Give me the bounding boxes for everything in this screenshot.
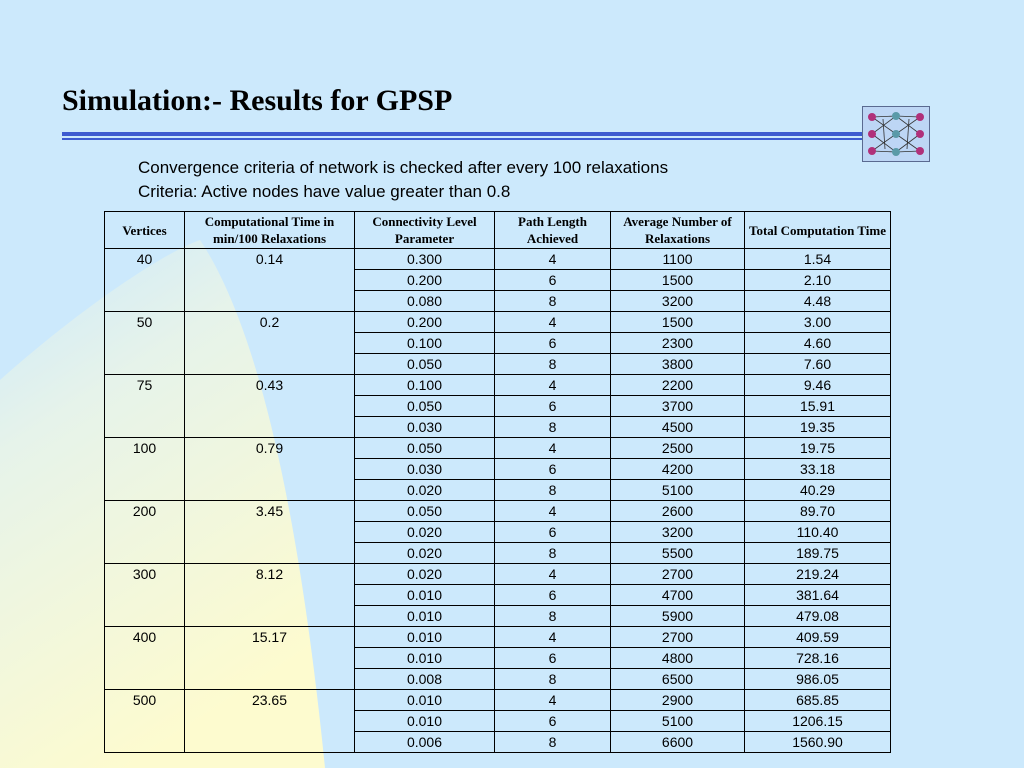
average-relaxations-cell: 1100 — [611, 249, 745, 270]
total-time-cell: 2.10 — [745, 270, 891, 291]
connectivity-cell: 0.030 — [355, 459, 495, 480]
average-relaxations-cell: 2200 — [611, 375, 745, 396]
connectivity-cell: 0.010 — [355, 627, 495, 648]
path-length-cell: 6 — [495, 396, 611, 417]
total-time-cell: 3.00 — [745, 312, 891, 333]
table-row — [105, 375, 891, 396]
average-relaxations-cell: 5100 — [611, 480, 745, 501]
connectivity-cell: 0.100 — [355, 333, 495, 354]
connectivity-cell: 0.030 — [355, 417, 495, 438]
total-time-cell: 9.46 — [745, 375, 891, 396]
table-row — [105, 501, 891, 522]
computational-time-cell: 15.17 — [185, 627, 355, 690]
total-time-cell: 110.40 — [745, 522, 891, 543]
average-relaxations-cell: 2700 — [611, 564, 745, 585]
path-length-cell: 4 — [495, 501, 611, 522]
path-length-cell: 8 — [495, 354, 611, 375]
table-row — [105, 690, 891, 711]
path-length-cell: 4 — [495, 438, 611, 459]
connectivity-cell: 0.050 — [355, 501, 495, 522]
results-table — [104, 211, 891, 753]
total-time-cell: 219.24 — [745, 564, 891, 585]
computational-time-cell: 0.79 — [185, 438, 355, 501]
total-time-cell: 1206.15 — [745, 711, 891, 732]
average-relaxations-cell: 4200 — [611, 459, 745, 480]
header-row — [105, 212, 891, 249]
total-time-cell: 40.29 — [745, 480, 891, 501]
average-relaxations-cell: 5500 — [611, 543, 745, 564]
total-time-cell: 1.54 — [745, 249, 891, 270]
header-connectivity-level: Connectivity Level Parameter — [355, 212, 495, 249]
computational-time-cell: 0.2 — [185, 312, 355, 375]
title-underline-thick — [62, 132, 862, 136]
computational-time-cell: 0.43 — [185, 375, 355, 438]
total-time-cell: 15.91 — [745, 396, 891, 417]
connectivity-cell: 0.010 — [355, 648, 495, 669]
header-average-relaxations: Average Number of Relaxations — [611, 212, 745, 249]
average-relaxations-cell: 5900 — [611, 606, 745, 627]
criteria-line-2: Criteria: Active nodes have value greater than 0.8 — [138, 182, 511, 201]
path-length-cell: 6 — [495, 522, 611, 543]
total-time-cell: 685.85 — [745, 690, 891, 711]
header-total-computation-time: Total Computation Time — [745, 212, 891, 249]
computational-time-cell: 23.65 — [185, 690, 355, 753]
criteria-line-1: Convergence criteria of network is checked after every 100 relaxations — [138, 158, 669, 177]
total-time-cell: 381.64 — [745, 585, 891, 606]
total-time-cell: 728.16 — [745, 648, 891, 669]
vertices-cell: 200 — [105, 501, 185, 564]
average-relaxations-cell: 2500 — [611, 438, 745, 459]
slide-title: Simulation:- Results for GPSP — [62, 84, 453, 117]
vertices-cell: 400 — [105, 627, 185, 690]
header-path-length: Path Length Achieved — [495, 212, 611, 249]
average-relaxations-cell: 2600 — [611, 501, 745, 522]
path-length-cell: 4 — [495, 249, 611, 270]
path-length-cell: 6 — [495, 270, 611, 291]
connectivity-cell: 0.020 — [355, 480, 495, 501]
total-time-cell: 4.48 — [745, 291, 891, 312]
average-relaxations-cell: 5100 — [611, 711, 745, 732]
path-length-cell: 8 — [495, 480, 611, 501]
connectivity-cell: 0.050 — [355, 396, 495, 417]
total-time-cell: 986.05 — [745, 669, 891, 690]
average-relaxations-cell: 4700 — [611, 585, 745, 606]
computational-time-cell: 8.12 — [185, 564, 355, 627]
connectivity-cell: 0.010 — [355, 585, 495, 606]
vertices-cell: 500 — [105, 690, 185, 753]
path-length-cell: 4 — [495, 627, 611, 648]
criteria-text — [138, 156, 668, 204]
path-length-cell: 8 — [495, 291, 611, 312]
connectivity-cell: 0.050 — [355, 438, 495, 459]
connectivity-cell: 0.300 — [355, 249, 495, 270]
average-relaxations-cell: 2900 — [611, 690, 745, 711]
vertices-cell: 75 — [105, 375, 185, 438]
path-length-cell: 6 — [495, 711, 611, 732]
path-length-cell: 6 — [495, 585, 611, 606]
total-time-cell: 19.35 — [745, 417, 891, 438]
path-length-cell: 6 — [495, 333, 611, 354]
average-relaxations-cell: 1500 — [611, 270, 745, 291]
average-relaxations-cell: 1500 — [611, 312, 745, 333]
path-length-cell: 6 — [495, 459, 611, 480]
table-row — [105, 312, 891, 333]
path-length-cell: 4 — [495, 312, 611, 333]
vertices-cell: 100 — [105, 438, 185, 501]
total-time-cell: 89.70 — [745, 501, 891, 522]
total-time-cell: 1560.90 — [745, 732, 891, 753]
total-time-cell: 33.18 — [745, 459, 891, 480]
connectivity-cell: 0.200 — [355, 270, 495, 291]
connectivity-cell: 0.020 — [355, 543, 495, 564]
average-relaxations-cell: 3200 — [611, 291, 745, 312]
connectivity-cell: 0.008 — [355, 669, 495, 690]
average-relaxations-cell: 6600 — [611, 732, 745, 753]
average-relaxations-cell: 4500 — [611, 417, 745, 438]
path-length-cell: 8 — [495, 732, 611, 753]
header-computational-time: Computational Time in min/100 Relaxations — [185, 212, 355, 249]
average-relaxations-cell: 2700 — [611, 627, 745, 648]
table-row — [105, 249, 891, 270]
vertices-cell: 40 — [105, 249, 185, 312]
connectivity-cell: 0.010 — [355, 606, 495, 627]
path-length-cell: 4 — [495, 564, 611, 585]
total-time-cell: 479.08 — [745, 606, 891, 627]
path-length-cell: 6 — [495, 648, 611, 669]
title-underline-thin — [62, 138, 862, 140]
results-body — [105, 249, 891, 753]
table-row — [105, 564, 891, 585]
path-length-cell: 8 — [495, 417, 611, 438]
connectivity-cell: 0.100 — [355, 375, 495, 396]
connectivity-cell: 0.080 — [355, 291, 495, 312]
connectivity-cell: 0.010 — [355, 690, 495, 711]
computational-time-cell: 0.14 — [185, 249, 355, 312]
connectivity-cell: 0.020 — [355, 564, 495, 585]
path-length-cell: 8 — [495, 669, 611, 690]
average-relaxations-cell: 3800 — [611, 354, 745, 375]
connectivity-cell: 0.006 — [355, 732, 495, 753]
total-time-cell: 409.59 — [745, 627, 891, 648]
neural-network-icon — [862, 106, 930, 162]
connectivity-cell: 0.200 — [355, 312, 495, 333]
average-relaxations-cell: 6500 — [611, 669, 745, 690]
table-row — [105, 438, 891, 459]
table-row — [105, 627, 891, 648]
vertices-cell: 300 — [105, 564, 185, 627]
path-length-cell: 4 — [495, 375, 611, 396]
vertices-cell: 50 — [105, 312, 185, 375]
average-relaxations-cell: 2300 — [611, 333, 745, 354]
total-time-cell: 189.75 — [745, 543, 891, 564]
average-relaxations-cell: 3700 — [611, 396, 745, 417]
computational-time-cell: 3.45 — [185, 501, 355, 564]
average-relaxations-cell: 3200 — [611, 522, 745, 543]
total-time-cell: 7.60 — [745, 354, 891, 375]
connectivity-cell: 0.050 — [355, 354, 495, 375]
connectivity-cell: 0.010 — [355, 711, 495, 732]
total-time-cell: 4.60 — [745, 333, 891, 354]
average-relaxations-cell: 4800 — [611, 648, 745, 669]
connectivity-cell: 0.020 — [355, 522, 495, 543]
total-time-cell: 19.75 — [745, 438, 891, 459]
path-length-cell: 8 — [495, 543, 611, 564]
path-length-cell: 4 — [495, 690, 611, 711]
path-length-cell: 8 — [495, 606, 611, 627]
header-vertices: Vertices — [105, 212, 185, 249]
